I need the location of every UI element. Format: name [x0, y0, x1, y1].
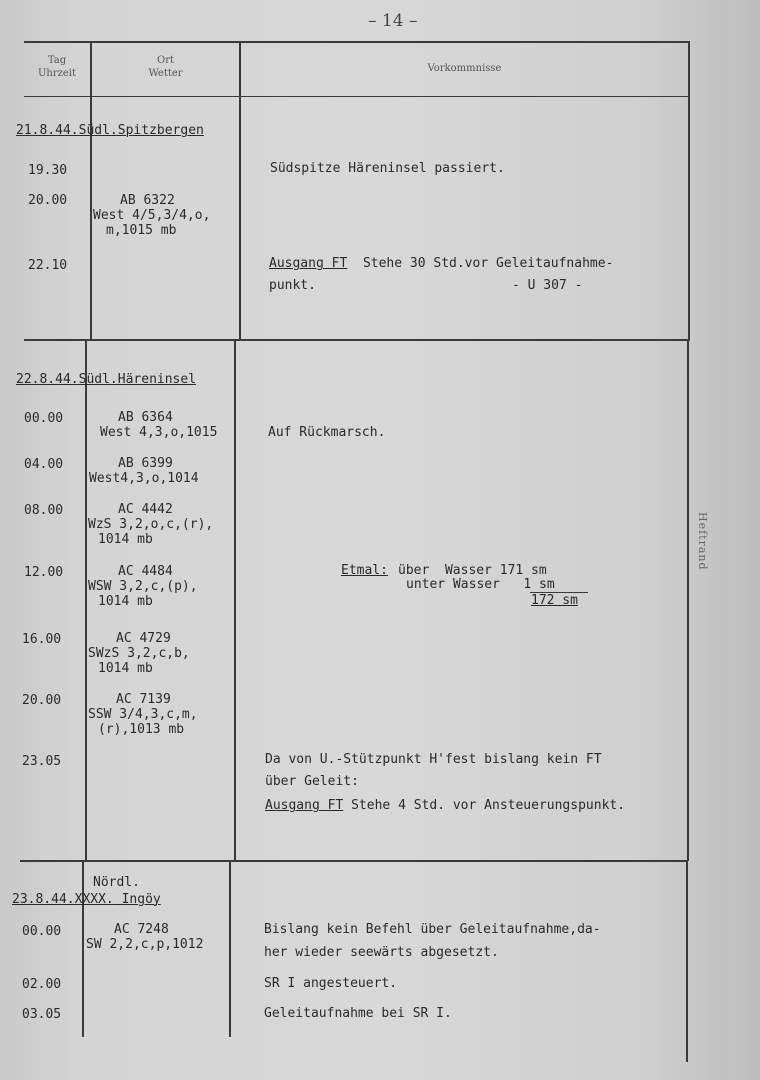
col-divider-2b	[234, 341, 236, 861]
entry-event: Bislang kein Befehl über Geleitaufnahme,da-	[264, 922, 601, 937]
section-date: 22.8.44.Südl.Häreninsel	[16, 372, 197, 387]
entry-weather: AC 7248	[114, 922, 169, 937]
section-place: Nördl.	[93, 875, 140, 890]
margin-label: Heftrand	[696, 512, 709, 571]
header-wetter: Wetter	[148, 68, 183, 79]
entry-weather: AB 6364	[118, 410, 173, 425]
entry-weather: 1014 mb	[98, 594, 153, 609]
entry-weather: WSW 3,2,c,(p),	[88, 579, 198, 594]
entry-time: 04.00	[24, 457, 64, 472]
entry-event: Ausgang FT Stehe 4 Std. vor Ansteuerungspunkt.	[265, 798, 626, 813]
entry-weather: West 4/5,3/4,o,	[93, 208, 211, 223]
section-divider-2	[20, 860, 688, 862]
page-number: – 14 –	[368, 11, 418, 31]
entry-weather: SWzS 3,2,c,b,	[88, 646, 190, 661]
entry-event: Auf Rückmarsch.	[268, 425, 386, 440]
entry-time: 23.05	[22, 754, 62, 769]
section-divider-1	[24, 339, 690, 341]
col-divider-1c	[82, 862, 84, 1037]
col-divider-2c	[229, 862, 231, 1037]
entry-weather: (r),1013 mb	[98, 722, 185, 737]
entry-weather: AC 4442	[118, 502, 173, 517]
right-border-c	[686, 862, 688, 1062]
etmal-total: 172 sm	[531, 593, 578, 608]
right-border-b	[687, 341, 689, 861]
signature: - U 307 -	[512, 278, 583, 293]
entry-time: 20.00	[22, 693, 62, 708]
entry-weather: AC 7139	[116, 692, 171, 707]
entry-weather: West4,3,o,1014	[89, 471, 199, 486]
entry-time: 22.10	[28, 258, 68, 273]
entry-event: über Geleit:	[265, 774, 359, 789]
etmal-row-1: über Wasser 171 sm	[398, 563, 547, 578]
entry-event: Südspitze Häreninsel passiert.	[270, 161, 505, 176]
header-col1	[24, 54, 90, 80]
entry-weather: WzS 3,2,o,c,(r),	[88, 517, 214, 532]
entry-event: Da von U.-Stützpunkt H'fest bislang kein FT	[265, 752, 602, 767]
entry-time: 19.30	[28, 163, 68, 178]
col-divider-1b	[85, 341, 87, 861]
header-tag: Tag	[47, 55, 67, 66]
entry-event: SR I angesteuert.	[264, 976, 398, 991]
section-date: 21.8.44.Südl.Spitzbergen	[16, 123, 204, 138]
section-date: 23.8.44.XXXX. Ingöy	[12, 892, 161, 907]
entry-weather: AB 6322	[120, 193, 175, 208]
entry-time: 03.05	[22, 1007, 62, 1022]
entry-weather: 1014 mb	[98, 661, 153, 676]
col-divider-2a	[239, 41, 241, 341]
entry-weather: m,1015 mb	[106, 223, 177, 238]
entry-weather: 1014 mb	[98, 532, 153, 547]
col-divider-1a	[90, 41, 92, 341]
entry-event: Geleitaufnahme bei SR I.	[264, 1006, 452, 1021]
entry-time: 00.00	[24, 411, 64, 426]
header-col3: Vorkommnisse	[427, 63, 502, 74]
header-col2	[92, 54, 239, 80]
entry-weather: SW 2,2,c,p,1012	[86, 937, 204, 952]
entry-weather: AB 6399	[118, 456, 173, 471]
entry-weather: AC 4484	[118, 564, 173, 579]
entry-time: 08.00	[24, 503, 64, 518]
etmal-row-2: unter Wasser 1 sm	[406, 577, 555, 592]
table-top-border	[24, 41, 690, 43]
etmal-label: Etmal:	[341, 563, 388, 578]
entry-weather: West 4,3,o,1015	[100, 425, 218, 440]
entry-time: 20.00	[28, 193, 68, 208]
right-border-a	[688, 41, 690, 341]
entry-time: 12.00	[24, 565, 64, 580]
entry-event: her wieder seewärts abgesetzt.	[264, 945, 499, 960]
entry-time: 02.00	[22, 977, 62, 992]
header-ort: Ort	[157, 55, 174, 66]
entry-event: Ausgang FT Stehe 30 Std.vor Geleitaufnahme-	[269, 256, 614, 271]
entry-event: punkt.	[269, 278, 316, 293]
header-divider	[24, 96, 690, 97]
header-uhrzeit: Uhrzeit	[37, 68, 77, 79]
entry-time: 16.00	[22, 632, 62, 647]
entry-time: 00.00	[22, 924, 62, 939]
entry-weather: AC 4729	[116, 631, 171, 646]
entry-weather: SSW 3/4,3,c,m,	[88, 707, 198, 722]
